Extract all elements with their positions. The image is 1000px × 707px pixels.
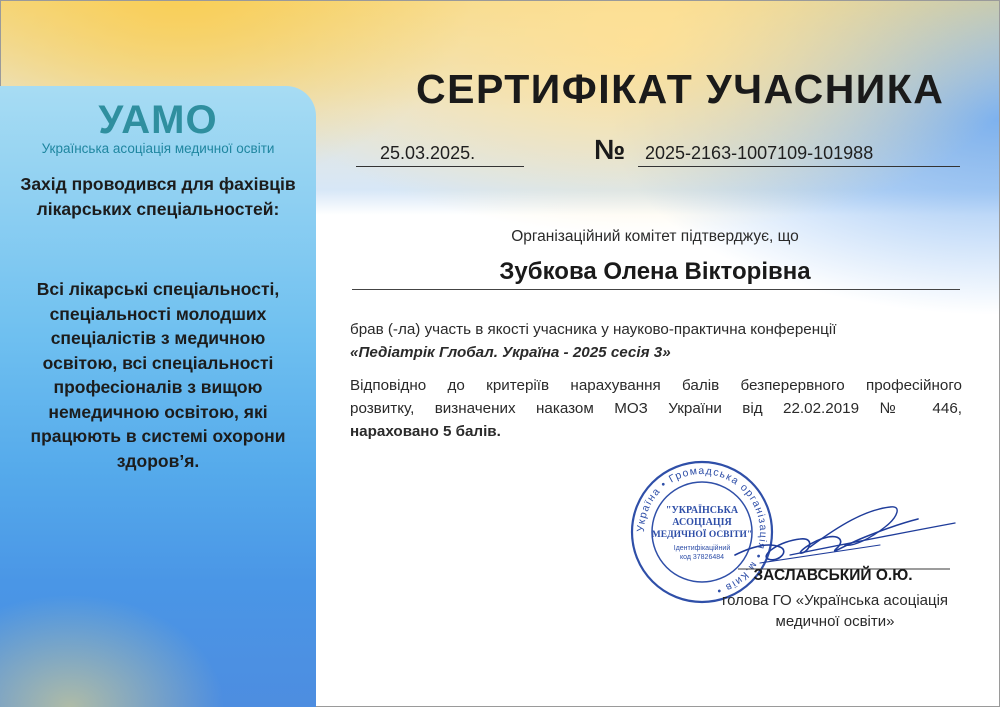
participation-text: брав (-ла) участь в якості учасника у науково-практична конференції (350, 321, 837, 338)
logo-subtitle: Українська асоціація медичної освіти (41, 141, 275, 156)
certificate-title: СЕРТИФІКАТ УЧАСНИКА (416, 66, 945, 112)
stamp-line-1: "УКРАЇНСЬКА (665, 505, 739, 516)
confirm-text: Організаційний комітет підтверджує, що (511, 228, 799, 245)
criteria-line-2: розвитку, визначених наказом МОЗ України від 22.02.2019 № 446, (350, 400, 962, 417)
participant-name: Зубкова Олена Вікторівна (499, 258, 811, 285)
name-underline (352, 289, 960, 290)
criteria-line-1: Відповідно до критеріїв нарахування балів безперервного професійного (350, 377, 962, 394)
stamp-id-code: код 37826484 (679, 554, 725, 561)
stamp-ring-text: Україна • Громадська організація • м.Київ • (634, 464, 770, 598)
points-text: нараховано 5 балів. (350, 423, 501, 440)
audience-intro: Захід проводився для фахівців лікарських спеціальностей: (20, 174, 296, 219)
certificate-number: 2025-2163-1007109-101988 (645, 143, 874, 163)
audience-list: Всі лікарські спеціальності, спеціальності молодших спеціалістів з медичною освітою, всі спеціальності професіоналів з вищою немедичною освітою, які працюють в системі охорони здоров’я. (30, 279, 286, 471)
logo-mark: УАМО (98, 98, 218, 142)
stamp-line-2: АСОЦІАЦІЯ (672, 517, 732, 528)
logo (0, 100, 316, 156)
stamp-id-label: Ідентифікаційний (673, 545, 731, 552)
number-sign: № (594, 134, 626, 165)
signer-name: ЗАСЛАВСЬКИЙ О.Ю. (753, 567, 913, 584)
conference-name: «Педіатрік Глобал. Україна - 2025 сесія 3» (350, 344, 671, 361)
stamp-line-3: МЕДИЧНОЇ ОСВІТИ" (651, 530, 753, 540)
signer-role: голова ГО «Українська асоціація медичної освіти» (721, 592, 949, 630)
certificate-date: 25.03.2025. (380, 143, 476, 163)
